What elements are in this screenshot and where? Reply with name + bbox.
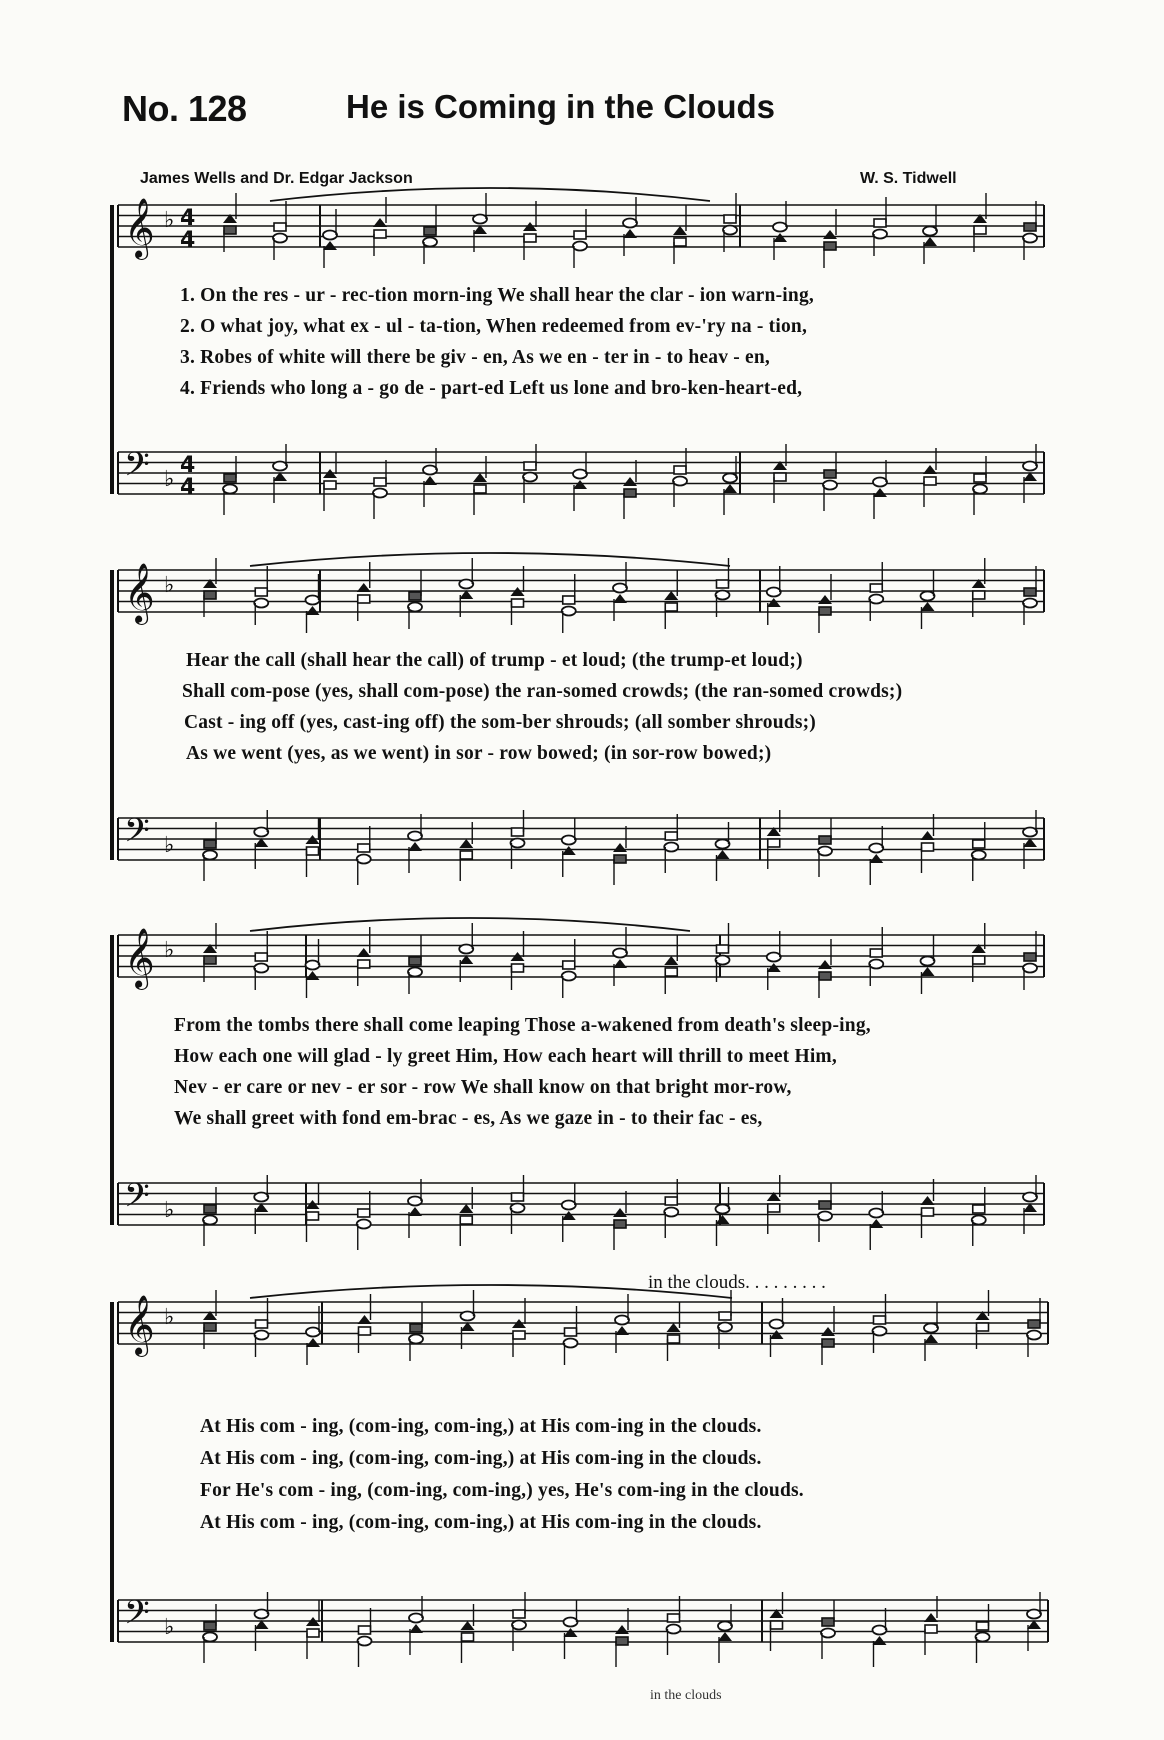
shape-note-square [774, 473, 786, 481]
time-signature-top: 4 [180, 206, 196, 231]
shape-note-triangle [357, 948, 371, 957]
shape-note-square [1024, 953, 1036, 961]
shape-note-triangle [459, 839, 473, 848]
shape-note-round [306, 1328, 320, 1337]
treble-clef-icon: 𝄞 [124, 198, 155, 258]
shape-note-square [409, 592, 421, 600]
shape-note-round [358, 1637, 372, 1646]
words-credit: James Wells and Dr. Edgar Jackson [140, 170, 413, 187]
shape-note-square [460, 1216, 472, 1224]
shape-note-round [273, 234, 287, 243]
shape-note-round [459, 580, 473, 589]
shape-note-round [615, 1316, 629, 1325]
shape-note-square [358, 844, 370, 852]
shape-note-square [1024, 588, 1036, 596]
slur [250, 553, 730, 566]
shape-note-square [973, 591, 985, 599]
shape-note-triangle [423, 476, 437, 485]
shape-note-round [869, 1209, 883, 1218]
flat-icon: ♭ [164, 833, 175, 858]
s1-verse-2: 2. O what joy, what ex - ul - ta-tion, When redeemed from ev-'ry na - tion, [180, 316, 808, 337]
shape-note-round [923, 227, 937, 236]
shape-note-square [1028, 1320, 1040, 1328]
shape-note-square [768, 1204, 780, 1212]
shape-note-round [459, 945, 473, 954]
shape-note-triangle [716, 1215, 730, 1224]
shape-note-round [664, 843, 678, 852]
shape-note-square [374, 230, 386, 238]
shape-note-square [565, 1328, 577, 1336]
shape-note-square [1024, 223, 1036, 231]
flat-icon: ♭ [164, 1305, 175, 1330]
shape-note-square [224, 226, 236, 234]
shape-note-round [972, 851, 986, 860]
shape-note-round [423, 238, 437, 247]
shape-note-round [921, 957, 935, 966]
shape-note-triangle [873, 488, 887, 497]
s2-verse-1: Hear the call (shall hear the call) of trump - et loud; (the trump-et loud;) [186, 650, 803, 671]
shape-note-round [409, 1335, 423, 1344]
shape-note-square [563, 961, 575, 969]
shape-note-square [674, 466, 686, 474]
shape-note-square [824, 242, 836, 250]
shape-note-square [973, 1205, 985, 1213]
shape-note-round [564, 1618, 578, 1627]
shape-note-square [665, 968, 677, 976]
s2-verse-2: Shall com-pose (yes, shall com-pose) the ran-somed crowds; (the ran-somed crowds;) [182, 681, 903, 702]
shape-note-square [374, 478, 386, 486]
shape-note-round [254, 964, 268, 973]
shape-note-round [573, 470, 587, 479]
shape-note-square [424, 227, 436, 235]
shape-note-triangle [373, 218, 387, 227]
shape-note-square [874, 219, 886, 227]
flat-icon: ♭ [164, 467, 175, 492]
shape-note-round [562, 836, 576, 845]
shape-note-round [723, 226, 737, 235]
shape-note-round [512, 1621, 526, 1630]
shape-note-round [664, 1208, 678, 1217]
shape-note-square [925, 1625, 937, 1633]
shape-note-round [408, 832, 422, 841]
shape-note-round [1023, 964, 1037, 973]
shape-note-round [921, 592, 935, 601]
shape-note-triangle [613, 1208, 627, 1217]
shape-note-triangle [818, 960, 832, 969]
shape-note-square [307, 1629, 319, 1637]
shape-note-square [922, 1208, 934, 1216]
slur [250, 918, 690, 931]
shape-note-square [513, 1331, 525, 1339]
slur [270, 188, 710, 201]
s4-verse-2: At His com - ing, (com-ing, com-ing,) at His com-ing in the clouds. [200, 1448, 762, 1469]
shape-note-triangle [358, 1315, 372, 1324]
shape-note-triangle [869, 1219, 883, 1228]
shape-note-square [924, 477, 936, 485]
shape-note-triangle [323, 241, 337, 250]
shape-note-square [665, 603, 677, 611]
shape-note-round [869, 844, 883, 853]
treble-clef-icon: 𝄞 [124, 563, 155, 623]
shape-note-round [972, 1216, 986, 1225]
shape-note-round [723, 474, 737, 483]
shape-note-round [869, 960, 883, 969]
shape-note-square [674, 238, 686, 246]
shape-note-triangle [921, 967, 935, 976]
shape-note-square [512, 964, 524, 972]
shape-note-round [718, 1323, 732, 1332]
shape-note-round [667, 1625, 681, 1634]
shape-note-triangle [767, 963, 781, 972]
shape-note-round [623, 219, 637, 228]
shape-note-square [563, 596, 575, 604]
shape-note-round [408, 603, 422, 612]
shape-note-round [716, 1205, 730, 1214]
shape-note-triangle [821, 1327, 835, 1336]
shape-note-triangle [667, 1323, 681, 1332]
shape-note-round [976, 1633, 990, 1642]
shape-note-square [204, 1622, 216, 1630]
s1-verse-1: 1. On the res - ur - rec-tion morn-ing We shall hear the clar - ion warn-ing, [180, 285, 814, 306]
time-signature-bottom: 4 [180, 228, 196, 253]
shape-note-round [716, 591, 730, 600]
shape-note-round [523, 473, 537, 482]
shape-note-triangle [408, 842, 422, 851]
shape-note-square [768, 839, 780, 847]
s1-verse-4: 4. Friends who long a - go de - part-ed Left us lone and bro-ken-heart-ed, [180, 378, 803, 399]
shape-note-square [665, 1197, 677, 1205]
shape-note-round [562, 1201, 576, 1210]
shape-note-round [323, 231, 337, 240]
shape-note-triangle [773, 233, 787, 242]
shape-note-round [255, 1331, 269, 1340]
shape-note-square [974, 226, 986, 234]
hymn-title: He is Coming in the Clouds [346, 88, 776, 125]
s2-verse-3: Cast - ing off (yes, cast-ing off) the som-ber shrouds; (all somber shrouds;) [184, 712, 816, 733]
shape-note-triangle [562, 846, 576, 855]
flat-icon: ♭ [164, 1615, 175, 1640]
shape-note-round [562, 607, 576, 616]
shape-note-triangle [623, 229, 637, 238]
shape-note-square [977, 1323, 989, 1331]
shape-note-round [357, 1220, 371, 1229]
shape-note-triangle [664, 956, 678, 965]
shape-note-square [204, 956, 216, 964]
shape-note-round [718, 1622, 732, 1631]
shape-note-square [358, 960, 370, 968]
shape-note-round [1027, 1610, 1041, 1619]
shape-note-triangle [924, 1613, 938, 1622]
shape-note-round [203, 851, 217, 860]
shape-note-square [819, 1201, 831, 1209]
shape-note-triangle [613, 594, 627, 603]
shape-note-triangle [562, 1211, 576, 1220]
shape-note-triangle [924, 1334, 938, 1343]
shape-note-square [460, 851, 472, 859]
shape-note-triangle [408, 1207, 422, 1216]
shape-note-round [408, 1197, 422, 1206]
treble-clef-icon: 𝄞 [124, 928, 155, 988]
shape-note-round [773, 223, 787, 232]
shape-note-square [824, 470, 836, 478]
shape-note-round [255, 1610, 269, 1619]
shape-note-round [254, 599, 268, 608]
shape-note-square [819, 972, 831, 980]
shape-note-triangle [613, 959, 627, 968]
shape-note-round [1023, 234, 1037, 243]
shape-note-round [423, 466, 437, 475]
shape-note-square [224, 474, 236, 482]
shape-note-triangle [573, 480, 587, 489]
shape-note-square [973, 840, 985, 848]
shape-note-triangle [673, 226, 687, 235]
shape-note-square [574, 231, 586, 239]
shape-note-square [358, 1209, 370, 1217]
shape-note-round [203, 1216, 217, 1225]
shape-note-triangle [921, 1196, 935, 1205]
shape-note-triangle [623, 477, 637, 486]
shape-note-square [474, 485, 486, 493]
s3-verse-4: We shall greet with fond em-brac - es, As we gaze in - to their fac - es, [174, 1108, 763, 1129]
shape-note-square [668, 1614, 680, 1622]
shape-note-square [624, 489, 636, 497]
shape-note-square [359, 1626, 371, 1634]
shape-note-square [204, 1205, 216, 1213]
shape-note-square [410, 1324, 422, 1332]
shape-note-round [373, 489, 387, 498]
shape-note-square [870, 584, 882, 592]
shape-note-triangle [770, 1330, 784, 1339]
bass-clef-icon: 𝄢 [124, 1177, 150, 1223]
shape-note-triangle [306, 971, 320, 980]
s1-verse-3: 3. Robes of white will there be giv - en, As we en - ter in - to heav - en, [180, 347, 771, 368]
shape-note-round [511, 1204, 525, 1213]
shape-note-square [324, 481, 336, 489]
shape-note-square [204, 840, 216, 848]
shape-note-round [223, 485, 237, 494]
shape-note-triangle [461, 1621, 475, 1630]
shape-note-round [770, 1320, 784, 1329]
shape-note-round [823, 481, 837, 490]
shape-note-round [716, 840, 730, 849]
s4-upper-label: in the clouds. . . . . . . . . [648, 1272, 826, 1293]
shape-note-square [274, 223, 286, 231]
flat-icon: ♭ [164, 1198, 175, 1223]
shape-note-square [513, 1610, 525, 1618]
shape-note-round [273, 462, 287, 471]
time-signature-bottom: 4 [180, 475, 196, 500]
time-signature-top: 4 [180, 453, 196, 478]
bass-clef-icon: 𝄢 [124, 1594, 150, 1640]
shape-note-triangle [921, 831, 935, 840]
shape-note-triangle [767, 598, 781, 607]
s4-verse-1: At His com - ing, (com-ing, com-ing,) at His com-ing in the clouds. [200, 1416, 762, 1437]
s4-lower-label: in the clouds [650, 1688, 722, 1703]
shape-note-round [924, 1324, 938, 1333]
shape-note-triangle [869, 854, 883, 863]
shape-note-square [307, 1212, 319, 1220]
shape-note-square [255, 588, 267, 596]
shape-note-square [665, 832, 677, 840]
shape-note-round [973, 485, 987, 494]
shape-note-square [616, 1637, 628, 1645]
s3-verse-1: From the tombs there shall come leaping Those a-wakened from death's sleep-ing, [174, 1015, 871, 1036]
shape-note-square [462, 1633, 474, 1641]
shape-note-square [512, 828, 524, 836]
shape-note-round [716, 956, 730, 965]
shape-note-square [358, 595, 370, 603]
s3-verse-2: How each one will glad - ly greet Him, How each heart will thrill to meet Him, [174, 1046, 837, 1067]
bass-clef-icon: 𝄢 [124, 812, 150, 858]
shape-note-triangle [564, 1628, 578, 1637]
shape-note-square [255, 953, 267, 961]
flat-icon: ♭ [164, 573, 175, 598]
shape-note-square [512, 599, 524, 607]
shape-note-square [409, 957, 421, 965]
shape-note-square [668, 1335, 680, 1343]
shape-note-square [819, 836, 831, 844]
shape-note-triangle [306, 606, 320, 615]
shape-note-triangle [306, 1338, 320, 1347]
shape-note-round [767, 953, 781, 962]
shape-note-square [204, 1323, 216, 1331]
s3-verse-3: Nev - er care or nev - er sor - row We shall know on that bright mor-row, [174, 1077, 792, 1098]
shape-note-round [306, 961, 320, 970]
shape-note-square [870, 949, 882, 957]
shape-note-square [874, 1316, 886, 1324]
shape-note-round [873, 478, 887, 487]
shape-note-square [524, 462, 536, 470]
shape-note-round [767, 588, 781, 597]
shape-note-round [254, 1193, 268, 1202]
shape-note-round [562, 972, 576, 981]
shape-note-triangle [357, 583, 371, 592]
shape-note-round [306, 596, 320, 605]
s4-verse-4: At His com - ing, (com-ing, com-ing,) at His com-ing in the clouds. [200, 1512, 762, 1533]
shape-note-square [974, 474, 986, 482]
shape-note-round [573, 242, 587, 251]
treble-clef-icon: 𝄞 [124, 1295, 155, 1355]
shape-note-round [564, 1339, 578, 1348]
shape-note-round [408, 968, 422, 977]
shape-note-triangle [664, 591, 678, 600]
shape-note-round [1023, 1193, 1037, 1202]
flat-icon: ♭ [164, 208, 175, 233]
shape-note-triangle [473, 473, 487, 482]
shape-note-square [973, 956, 985, 964]
shape-note-round [613, 584, 627, 593]
bass-clef-icon: 𝄢 [124, 446, 150, 492]
s2-verse-4: As we went (yes, as we went) in sor - row bowed; (in sor-row bowed;) [186, 743, 772, 764]
shape-note-square [771, 1621, 783, 1629]
shape-note-square [717, 945, 729, 953]
shape-note-square [524, 234, 536, 242]
shape-note-square [512, 1193, 524, 1201]
shape-note-square [359, 1327, 371, 1335]
shape-note-square [614, 855, 626, 863]
shape-note-round [203, 1633, 217, 1642]
shape-note-round [473, 215, 487, 224]
hymn-number: No. 128 [122, 88, 247, 129]
shape-note-triangle [923, 465, 937, 474]
shape-note-square [256, 1320, 268, 1328]
shape-note-triangle [718, 1632, 732, 1641]
shape-note-square [307, 847, 319, 855]
shape-note-triangle [459, 1204, 473, 1213]
shape-note-triangle [873, 1636, 887, 1645]
shape-note-triangle [723, 484, 737, 493]
flat-icon: ♭ [164, 938, 175, 963]
shape-note-round [818, 1212, 832, 1221]
shape-note-round [818, 847, 832, 856]
shape-note-round [409, 1614, 423, 1623]
shape-note-round [357, 855, 371, 864]
shape-note-triangle [409, 1624, 423, 1633]
shape-note-round [1023, 462, 1037, 471]
shape-note-triangle [716, 850, 730, 859]
shape-note-triangle [923, 237, 937, 246]
shape-note-round [1023, 828, 1037, 837]
shape-note-triangle [818, 595, 832, 604]
shape-note-square [719, 1312, 731, 1320]
shape-note-round [821, 1629, 835, 1638]
shape-note-square [724, 215, 736, 223]
shape-note-round [1027, 1331, 1041, 1340]
shape-note-round [869, 595, 883, 604]
shape-note-square [819, 607, 831, 615]
shape-note-triangle [613, 843, 627, 852]
shape-note-square [204, 591, 216, 599]
shape-note-square [822, 1339, 834, 1347]
shape-note-round [673, 477, 687, 486]
shape-note-square [977, 1622, 989, 1630]
shape-note-round [461, 1312, 475, 1321]
shape-note-round [511, 839, 525, 848]
shape-note-round [873, 1327, 887, 1336]
shape-note-triangle [615, 1326, 629, 1335]
shape-note-square [614, 1220, 626, 1228]
shape-note-round [873, 230, 887, 239]
shape-note-triangle [823, 230, 837, 239]
music-credit: W. S. Tidwell [860, 170, 957, 187]
shape-note-square [717, 580, 729, 588]
shape-note-round [254, 828, 268, 837]
shape-note-square [822, 1618, 834, 1626]
shape-note-round [873, 1626, 887, 1635]
shape-note-square [922, 843, 934, 851]
shape-note-round [1023, 599, 1037, 608]
shape-note-triangle [615, 1625, 629, 1634]
shape-note-round [613, 949, 627, 958]
s4-verse-3: For He's com - ing, (com-ing, com-ing,) yes, He's com-ing in the clouds. [200, 1480, 804, 1501]
shape-note-triangle [921, 602, 935, 611]
